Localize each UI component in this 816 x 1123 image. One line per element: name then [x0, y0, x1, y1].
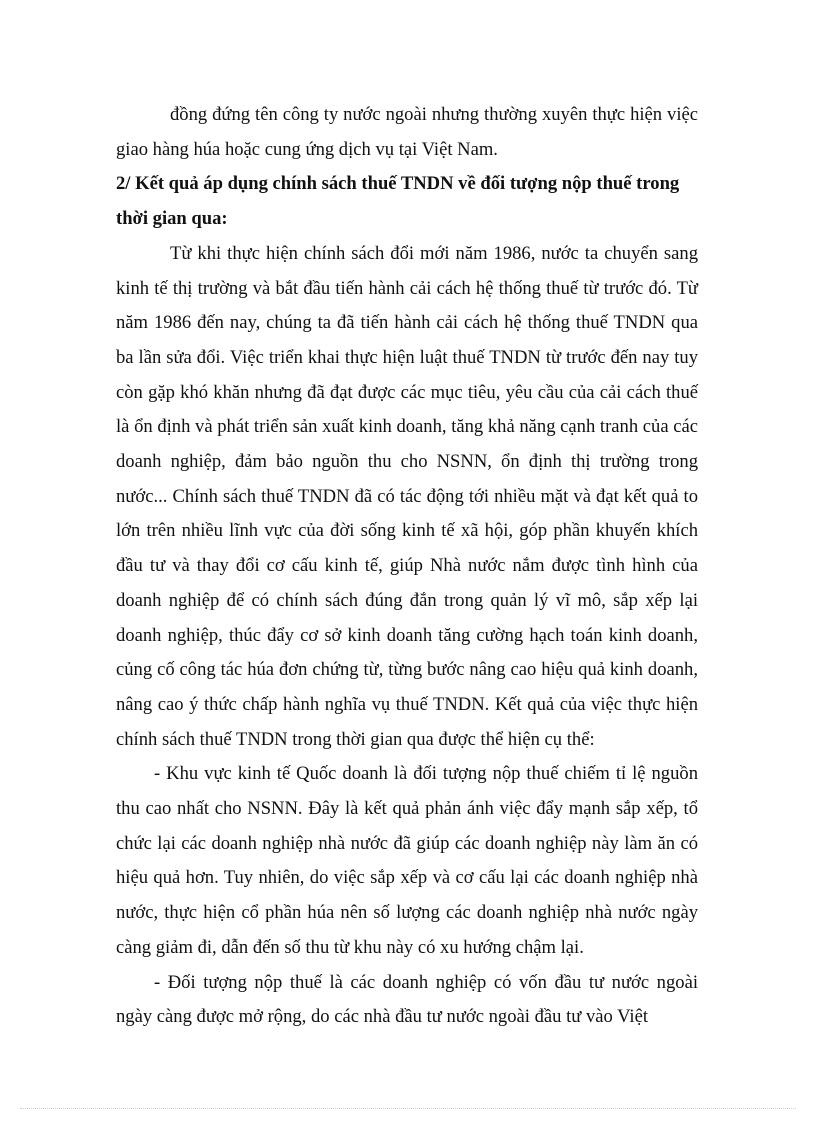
document-body [116, 98, 698, 1035]
continuation-paragraph: đồng đứng tên công ty nước ngoài nhưng thường xuyên thực hiện việc giao hàng húa hoặc cung ứng dịch vụ tại Việt Nam. [116, 104, 698, 160]
body-paragraph-3: - Đối tượng nộp thuế là các doanh nghiệp có vốn đầu tư nước ngoài ngày càng được mở rộng, do các nhà đầu tư nước ngoài đầu tư vào Việt [116, 971, 698, 1028]
section-heading: 2/ Kết quả áp dụng chính sách thuế TNDN về đối tượng nộp thuế trong thời gian qua: [116, 173, 680, 230]
body-paragraph-1: Từ khi thực hiện chính sách đổi mới năm 1986, nước ta chuyển sang kinh tế thị trường và bắt đầu tiến hành cải cách hệ thống thuế từ trước đó. Từ năm 1986 đến nay, chúng ta đã tiến hành cải cách hệ thống thuế TNDN qua ba lần sửa đổi. Việc triển khai thực hiện luật thuế TNDN từ trước đến nay tuy còn gặp khó khăn nhưng đã đạt được các mục tiêu, yêu cầu của cải cách thuế là ổn định và phát triển sản xuất kinh doanh, tăng khả năng cạnh tranh của các doanh nghiệp, đảm bảo nguồn thu cho NSNN, ổn định thị trường trong nước... Chính sách thuế TNDN đã có tác động tới nhiều mặt và đạt kết quả to lớn trên nhiều lĩnh vực của đời sống kinh tế xã hội, góp phần khuyến khích đầu tư và thay đổi cơ cấu kinh tế, giúp Nhà nước nắm được tình hình của doanh nghiệp để có chính sách đúng đắn trong quản lý vĩ mô, sắp xếp lại doanh nghiệp, thúc đẩy cơ sở kinh doanh tăng cường hạch toán kinh doanh, củng cố công tác húa đơn chứng từ, từng bước nâng cao hiệu quả kinh doanh, nâng cao ý thức chấp hành nghĩa vụ thuế TNDN. Kết quả của việc thực hiện chính sách thuế TNDN trong thời gian qua được thể hiện cụ thể: [116, 242, 698, 750]
page-bottom-divider [20, 1108, 796, 1109]
body-paragraph-2: - Khu vực kinh tế Quốc doanh là đối tượng nộp thuế chiếm tỉ lệ nguồn thu cao nhất cho NSNN. Đây là kết quả phản ánh việc đẩy mạnh sắp xếp, tổ chức lại các doanh nghiệp nhà nước đã giúp các doanh nghiệp này làm ăn có hiệu quả hơn. Tuy nhiên, do việc sắp xếp và cơ cấu lại các doanh nghiệp nhà nước, thực hiện cổ phần húa nên số lượng các doanh nghiệp nhà nước ngày càng giảm đi, dẫn đến số thu từ khu này có xu hướng chậm lại. [116, 763, 698, 958]
